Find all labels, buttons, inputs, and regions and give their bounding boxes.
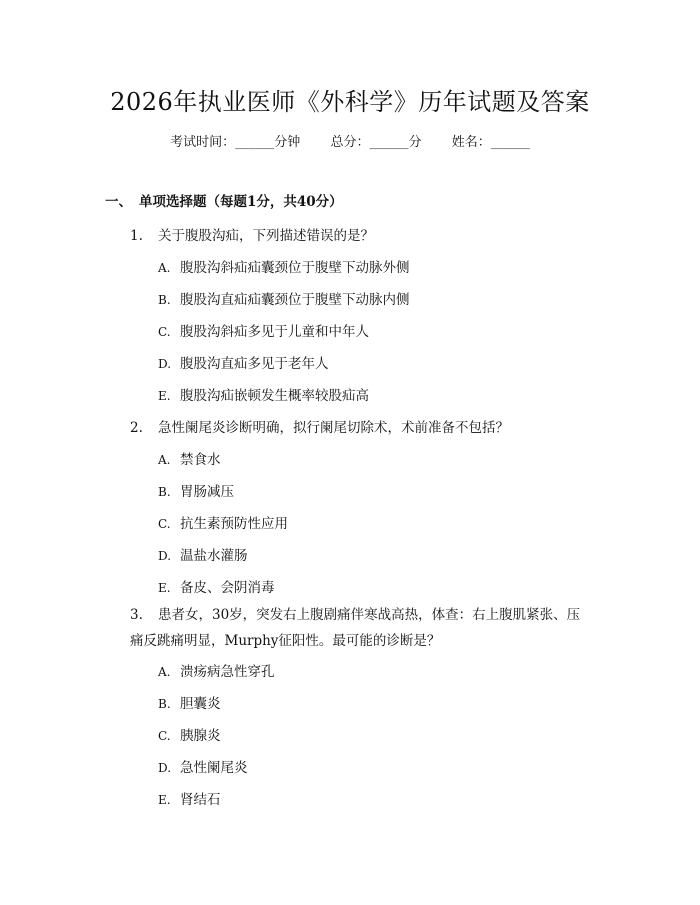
option-3d: [158, 756, 248, 776]
option-text: 腹股沟斜疝多见于儿童和中年人: [180, 324, 369, 340]
question-2: [130, 416, 509, 436]
option-text: 胆囊炎: [180, 696, 221, 712]
question-3: [130, 602, 590, 654]
option-letter: C.: [158, 517, 171, 531]
question-text: 患者女，30岁，突发右上腹剧痛伴寒战高热，体查：右上腹肌紧张、压痛反跳痛明显，Murphy征阳性。最可能的诊断是？: [130, 607, 581, 649]
option-text: 溃疡病急性穿孔: [180, 664, 275, 680]
option-text: 急性阑尾炎: [180, 760, 248, 776]
option-text: 温盐水灌肠: [180, 548, 248, 564]
option-letter: B.: [158, 485, 171, 499]
question-number: 1.: [130, 228, 143, 244]
option-letter: B.: [158, 293, 171, 307]
name-label: 姓名：: [451, 135, 491, 150]
option-3e: [158, 788, 221, 808]
option-2b: [158, 480, 234, 500]
option-1d: [158, 352, 329, 372]
option-text: 腹股沟直疝多见于老年人: [180, 356, 329, 372]
score-unit: 分: [408, 135, 422, 150]
option-text: 禁食水: [180, 452, 221, 468]
name-blank: ______: [490, 135, 530, 150]
option-letter: C.: [158, 325, 171, 339]
option-text: 肾结石: [180, 792, 221, 808]
option-2d: [158, 544, 248, 564]
section-heading: [105, 190, 343, 210]
option-letter: B.: [158, 697, 171, 711]
option-text: 胰腺炎: [180, 728, 221, 744]
option-letter: C.: [158, 729, 171, 743]
section-number: 一、: [105, 194, 132, 210]
option-letter: E.: [158, 581, 171, 595]
question-text: 急性阑尾炎诊断明确，拟行阑尾切除术，术前准备不包括？: [158, 420, 509, 436]
option-1a: [158, 256, 410, 276]
option-letter: A.: [158, 665, 171, 679]
question-text: 关于腹股沟疝，下列描述错误的是？: [158, 228, 374, 244]
time-blank: ______: [235, 135, 275, 150]
score-label: 总分：: [330, 135, 370, 150]
option-letter: D.: [158, 357, 172, 371]
option-text: 备皮、会阴消毒: [180, 580, 275, 596]
section-title: 单项选择题（每题1分，共40分）: [139, 194, 343, 210]
option-text: 腹股沟斜疝疝囊颈位于腹壁下动脉外侧: [180, 260, 410, 276]
question-number: 3.: [130, 607, 143, 623]
option-2c: [158, 512, 288, 532]
option-3c: [158, 724, 221, 744]
option-3b: [158, 692, 221, 712]
option-letter: E.: [158, 793, 171, 807]
option-letter: A.: [158, 261, 171, 275]
option-1b: [158, 288, 410, 308]
score-blank: ______: [369, 135, 409, 150]
time-label: 考试时间：: [170, 135, 236, 150]
option-2e: [158, 576, 275, 596]
option-letter: A.: [158, 453, 171, 467]
option-text: 胃肠减压: [180, 484, 234, 500]
option-text: 抗生素预防性应用: [180, 516, 288, 532]
option-letter: D.: [158, 761, 172, 775]
exam-meta: [0, 131, 700, 150]
time-unit: 分钟: [274, 135, 301, 150]
option-text: 腹股沟疝嵌顿发生概率较股疝高: [180, 388, 369, 404]
option-1e: [158, 384, 369, 404]
option-1c: [158, 320, 369, 340]
option-letter: D.: [158, 549, 172, 563]
option-2a: [158, 448, 221, 468]
option-text: 腹股沟直疝疝囊颈位于腹壁下动脉内侧: [180, 292, 410, 308]
question-1: [130, 224, 374, 244]
question-number: 2.: [130, 420, 143, 436]
page-title: 2026年执业医师《外科学》历年试题及答案: [110, 88, 590, 116]
option-letter: E.: [158, 389, 171, 403]
option-3a: [158, 660, 275, 680]
